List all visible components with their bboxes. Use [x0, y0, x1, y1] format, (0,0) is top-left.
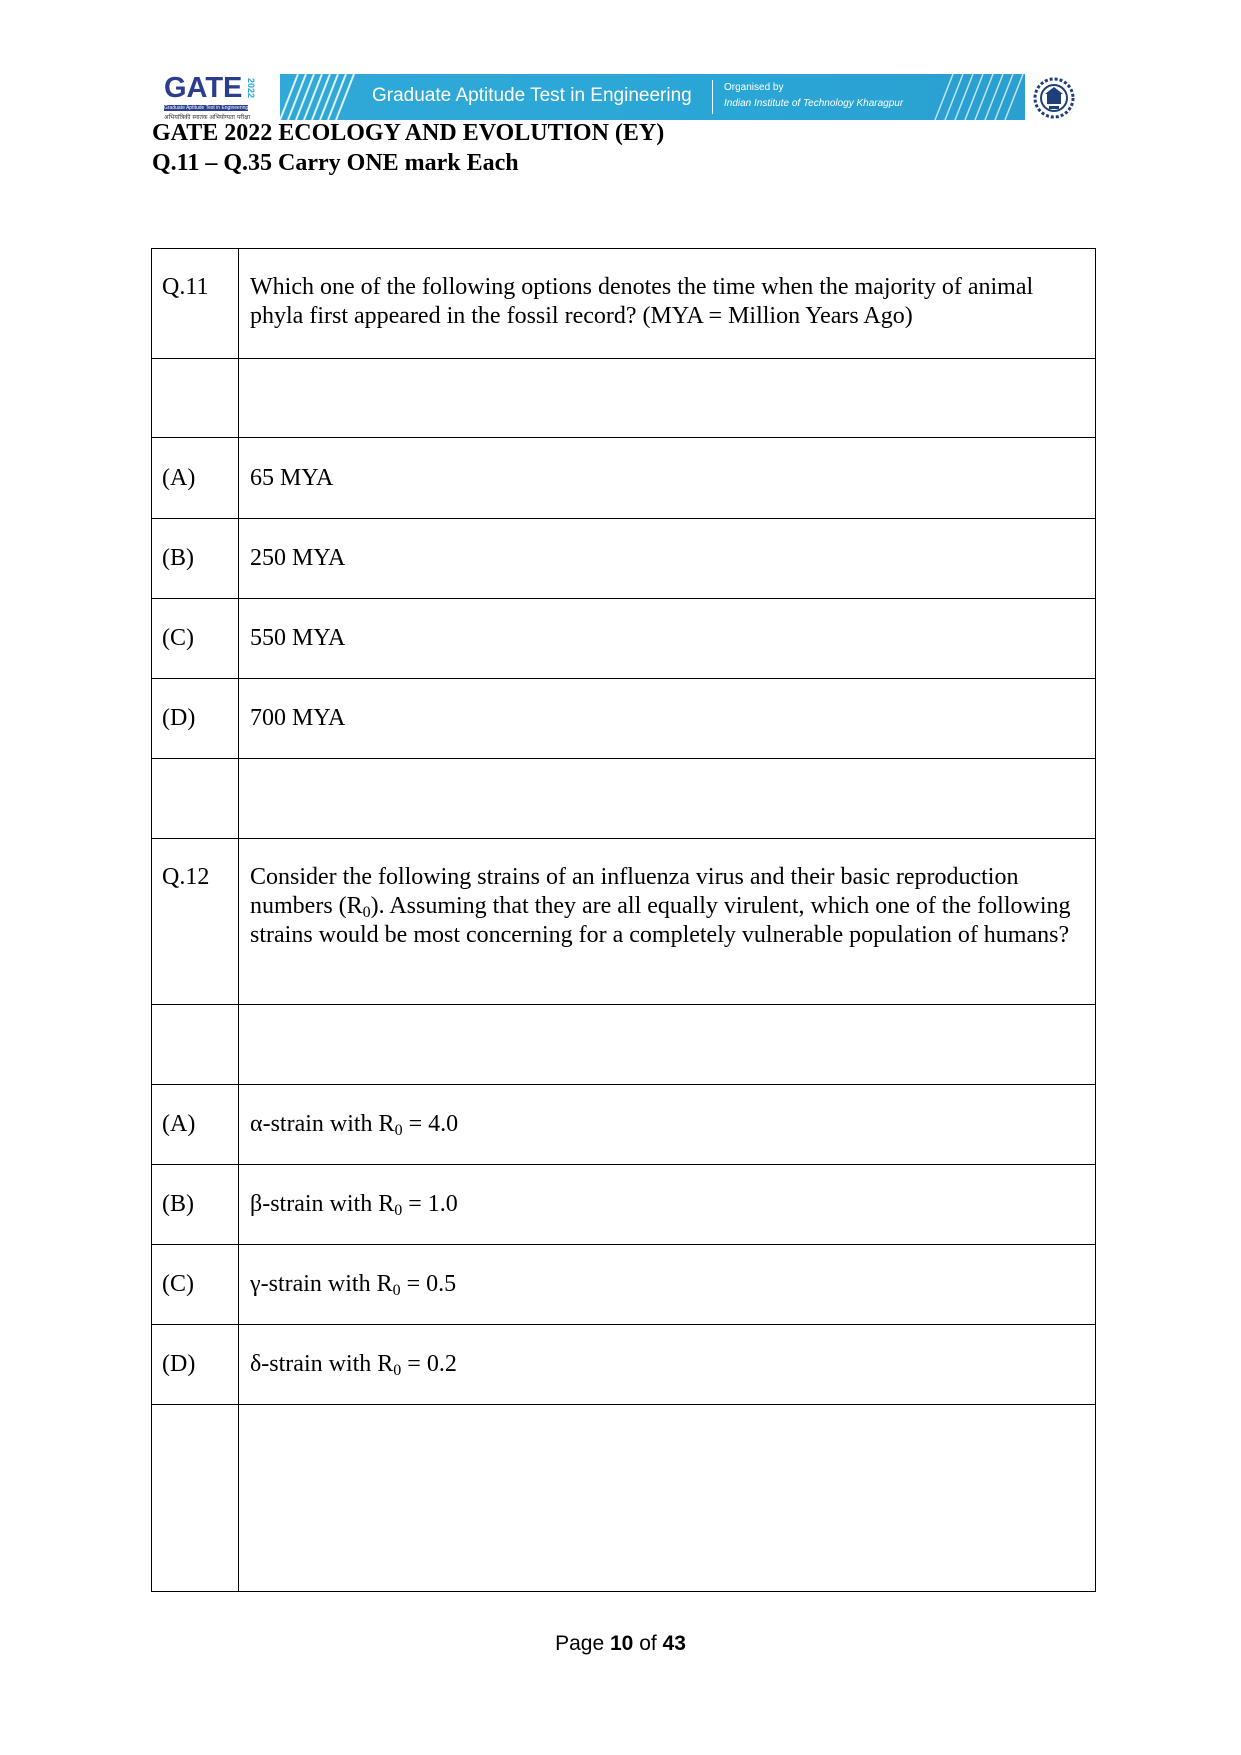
- option-text: [239, 1325, 1096, 1405]
- gate-logo: [160, 72, 260, 122]
- option-text: 65 MYA: [239, 438, 1096, 519]
- option-label: (D): [152, 1325, 239, 1405]
- option-label: (A): [152, 438, 239, 519]
- option-text-part: = 1.0: [402, 1191, 458, 1217]
- of-word: of: [639, 1632, 657, 1655]
- option-label: (C): [152, 599, 239, 679]
- option-text: 250 MYA: [239, 519, 1096, 599]
- page-word: Page: [555, 1632, 605, 1655]
- option-text-part: α-strain with R: [250, 1111, 395, 1137]
- banner-stripes-left: [280, 74, 360, 120]
- questions-table: [151, 248, 1096, 1592]
- subscript: 0: [394, 1122, 403, 1139]
- iit-kharagpur-seal-icon: [1032, 76, 1076, 120]
- option-label: (A): [152, 1085, 239, 1165]
- organiser-name: Indian Institute of Technology Kharagpur: [724, 98, 904, 109]
- option-label: (D): [152, 679, 239, 759]
- option-text-part: β-strain with R: [250, 1191, 395, 1217]
- option-label: (B): [152, 519, 239, 599]
- option-text-part: = 4.0: [402, 1111, 459, 1137]
- total-page-count: 43: [662, 1632, 686, 1655]
- option-row: [152, 519, 1096, 599]
- question-row: [152, 839, 1096, 1005]
- gate-logo-text: GATE: [164, 72, 243, 104]
- gate-logo-subtitle-hindi: अभियांत्रिकी स्नातक अभियोग्यता परीक्षा: [164, 114, 251, 121]
- option-row: [152, 1245, 1096, 1325]
- banner-title: Graduate Aptitude Test in Engineering: [372, 85, 692, 106]
- spacer-row: [152, 1405, 1096, 1592]
- option-row: [152, 599, 1096, 679]
- banner-divider: [712, 80, 713, 114]
- banner-stripes-right: [915, 74, 1025, 120]
- option-text: [239, 1245, 1096, 1325]
- subscript: 0: [362, 904, 371, 921]
- option-text-part: γ-strain with R: [250, 1271, 393, 1297]
- option-row: [152, 1165, 1096, 1245]
- option-text-part: = 0.2: [401, 1351, 457, 1377]
- header-banner: [280, 74, 1025, 120]
- current-page-number: 10: [609, 1632, 634, 1655]
- subscript: 0: [392, 1282, 401, 1299]
- question-text-part: Consider the following strains of an influenza virus and their basic reproduction numbers (R: [250, 864, 1019, 919]
- option-text: 550 MYA: [239, 599, 1096, 679]
- option-row: [152, 1085, 1096, 1165]
- spacer-row: [152, 1005, 1096, 1085]
- gate-logo-subtitle: Graduate Aptitude Test in Engineering: [164, 105, 248, 111]
- page-header: [160, 72, 1080, 122]
- section-title: Q.11 – Q.35 Carry ONE mark Each: [152, 150, 519, 176]
- option-text: [239, 1165, 1096, 1245]
- option-text: 700 MYA: [239, 679, 1096, 759]
- exam-title: GATE 2022 ECOLOGY AND EVOLUTION (EY): [152, 120, 665, 146]
- spacer-row: [152, 359, 1096, 438]
- subscript: 0: [394, 1202, 403, 1219]
- option-text-part: δ-strain with R: [250, 1351, 394, 1377]
- question-text: Which one of the following options denotes the time when the majority of animal phyla first appeared in the fossil record? (MYA = Million Years Ago): [239, 249, 1096, 359]
- gate-logo-year: 2022: [246, 78, 256, 99]
- option-label: (B): [152, 1165, 239, 1245]
- option-row: [152, 1325, 1096, 1405]
- spacer-row: [152, 759, 1096, 839]
- page-footer: [0, 1632, 1241, 1656]
- option-row: [152, 679, 1096, 759]
- question-number: Q.12: [152, 839, 239, 1005]
- option-label: (C): [152, 1245, 239, 1325]
- question-number: Q.11: [152, 249, 239, 359]
- option-text: [239, 1085, 1096, 1165]
- question-text-part: ). Assuming that they are all equally virulent, which one of the following strains would be most concerning for a completely vulnerable population of humans?: [250, 893, 1071, 948]
- question-text: [239, 839, 1096, 1005]
- option-row: [152, 438, 1096, 519]
- subscript: 0: [393, 1362, 402, 1379]
- question-row: [152, 249, 1096, 359]
- organised-by-label: Organised by: [724, 82, 784, 93]
- option-text-part: = 0.5: [400, 1271, 457, 1297]
